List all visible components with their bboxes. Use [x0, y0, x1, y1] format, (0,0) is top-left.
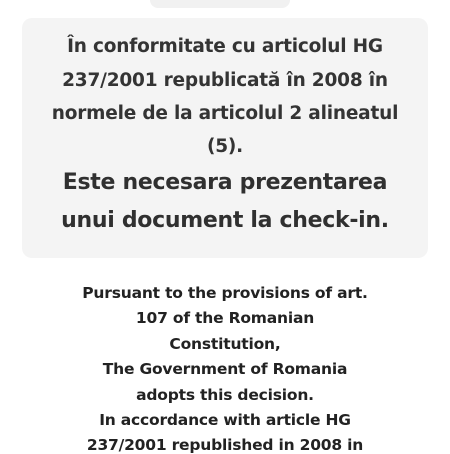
romanian-notice-line-6: unui document la check-in.: [61, 208, 389, 233]
english-notice-line-5: adopts this decision.: [136, 386, 314, 404]
english-notice-line-7: 237/2001 republished in 2008 in: [86, 436, 364, 454]
romanian-notice-line-1: În conformitate cu articolul HG: [67, 36, 383, 57]
english-notice-line-6: In accordance with article HG: [99, 411, 351, 429]
english-notice-line-2: 107 of the Romanian: [135, 309, 315, 327]
romanian-notice-line-3: normele de la articolul 2 alineatul: [51, 103, 399, 124]
romanian-notice-line-4: (5).: [206, 136, 243, 157]
previous-panel-edge: [150, 0, 290, 8]
english-notice-line-3: Constitution,: [169, 335, 281, 353]
english-notice-line-4: The Government of Romania: [102, 360, 348, 378]
romanian-notice-line-2: 237/2001 republicată în 2008 în: [62, 70, 388, 91]
english-notice-line-1: Pursuant to the provisions of art.: [82, 284, 368, 302]
romanian-notice-line-5: Este necesara prezentarea: [62, 170, 388, 195]
